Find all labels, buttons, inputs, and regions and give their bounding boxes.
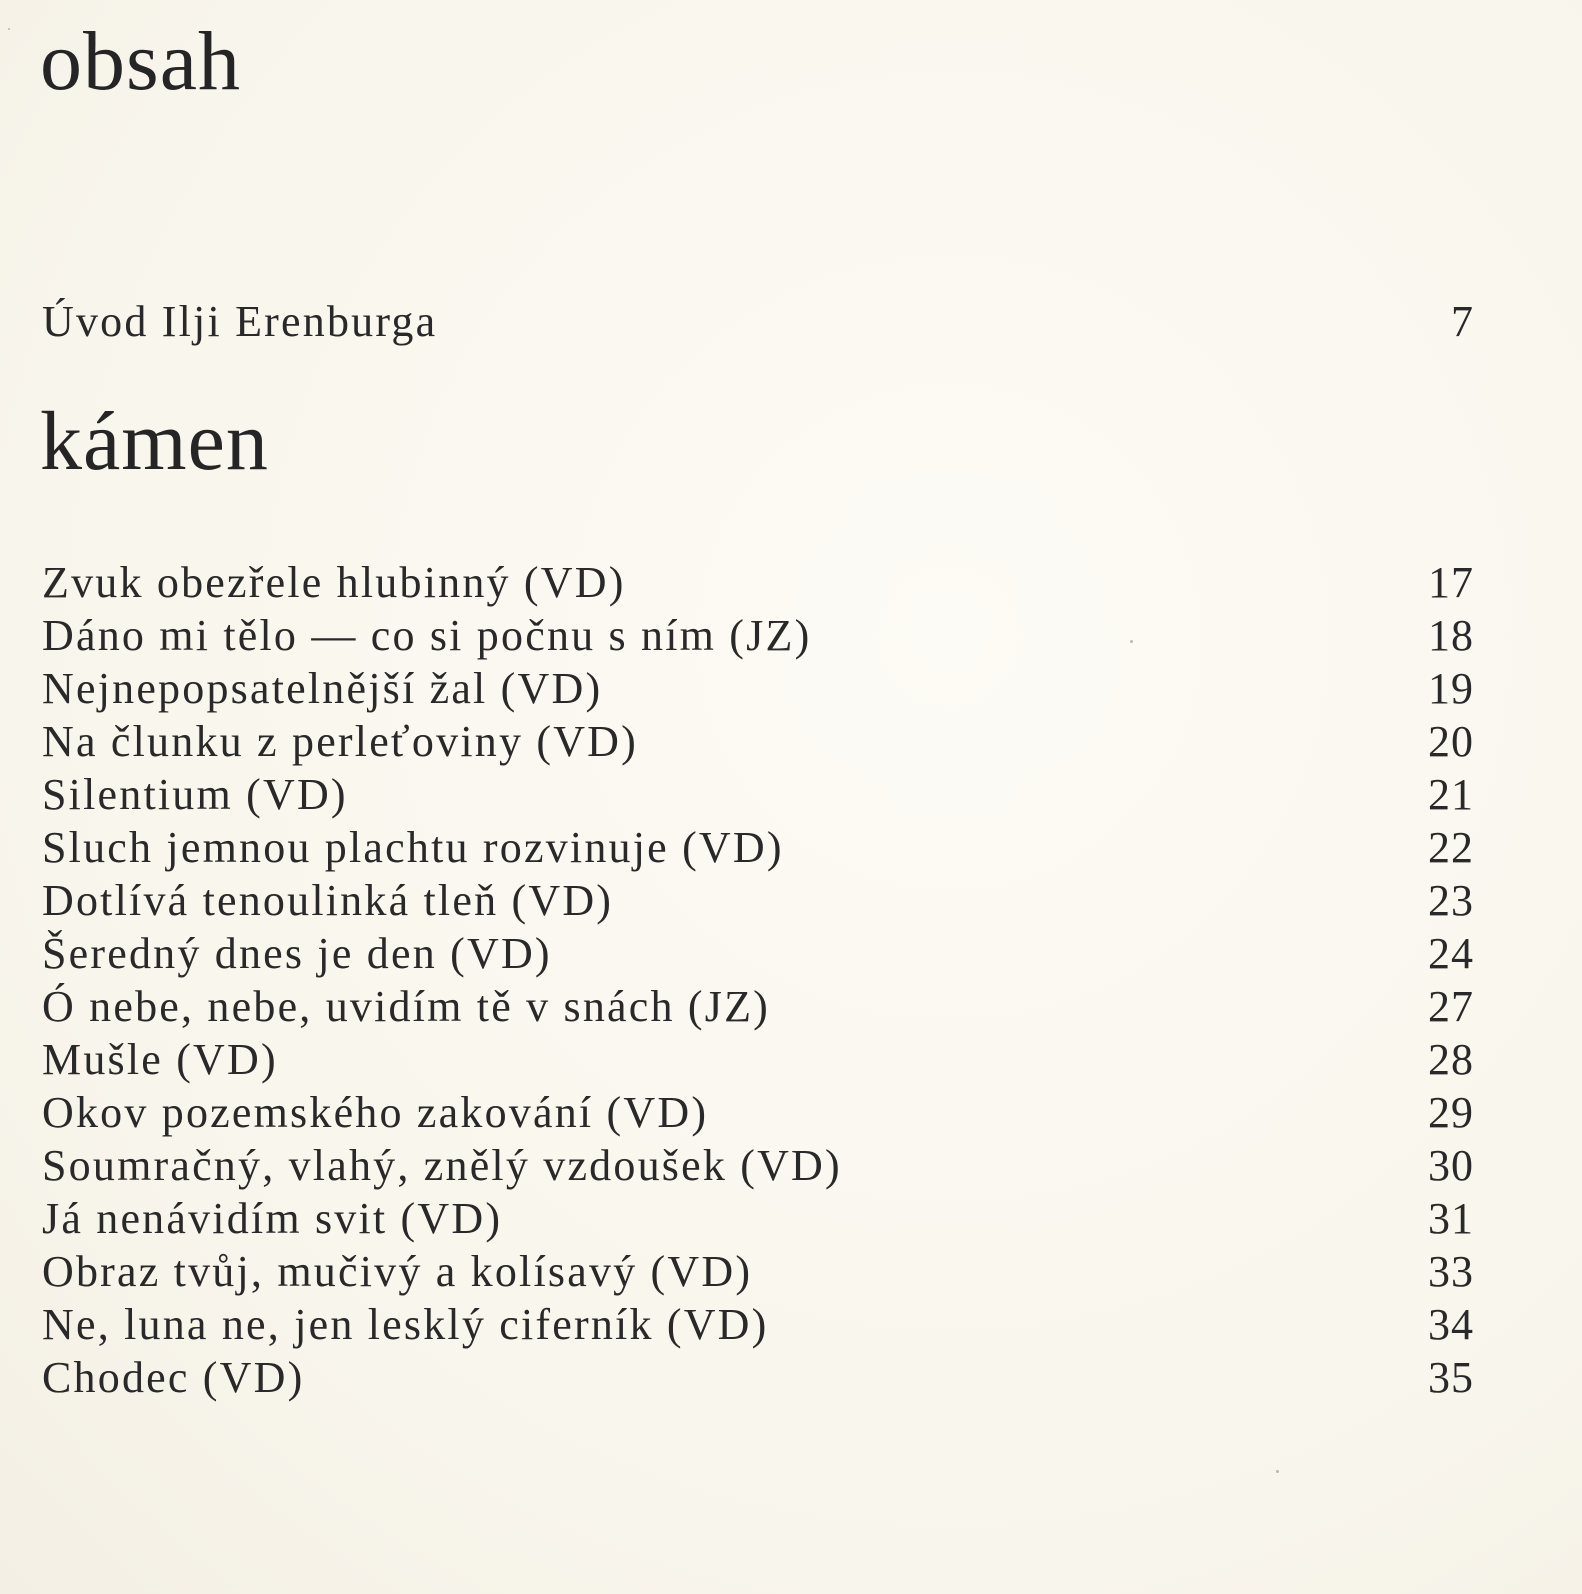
toc-entry[interactable] (42, 874, 1474, 927)
toc-entry[interactable] (42, 662, 1474, 715)
toc-entry-page-number: 33 (1428, 1247, 1474, 1296)
page-title: obsah (40, 15, 241, 108)
toc-entry[interactable] (42, 1086, 1474, 1139)
toc-entry-title: Mušle (VD) (42, 1035, 278, 1084)
toc-entry-title: Na člunku z perleťoviny (VD) (42, 717, 639, 766)
toc-entry-title: Soumračný, vlahý, znělý vzdoušek (VD) (42, 1141, 842, 1190)
toc-entry[interactable] (42, 715, 1474, 768)
toc-entry-page-number: 7 (1451, 297, 1474, 346)
paper-speck (1276, 1470, 1279, 1473)
toc-entry-page-number: 18 (1428, 611, 1474, 660)
toc-entry-page-number: 20 (1428, 717, 1474, 766)
toc-entry-title: Úvod Ilji Erenburga (42, 297, 438, 346)
toc-entry[interactable] (42, 1351, 1474, 1404)
toc-entry[interactable] (42, 609, 1474, 662)
toc-entry-title: Zvuk obezřele hlubinný (VD) (42, 558, 626, 607)
toc-entry-title: Obraz tvůj, mučivý a kolísavý (VD) (42, 1247, 753, 1296)
toc-entry-page-number: 31 (1428, 1194, 1474, 1243)
toc-entry-page-number: 17 (1428, 558, 1474, 607)
toc-entry-intro[interactable] (42, 297, 1474, 346)
toc-entry-title: Chodec (VD) (42, 1353, 305, 1402)
toc-entry-page-number: 30 (1428, 1141, 1474, 1190)
toc-entry-page-number: 24 (1428, 929, 1474, 978)
toc-entry-title: Já nenávidím svit (VD) (42, 1194, 503, 1243)
toc-entry[interactable] (42, 1245, 1474, 1298)
toc-entry-title: Silentium (VD) (42, 770, 348, 819)
toc-entry-page-number: 29 (1428, 1088, 1474, 1137)
toc-entry-title: Dotlívá tenoulinká tleň (VD) (42, 876, 614, 925)
toc-entry-page-number: 34 (1428, 1300, 1474, 1349)
toc-entry-title: Nejnepopsatelnější žal (VD) (42, 664, 603, 713)
toc-entry-page-number: 28 (1428, 1035, 1474, 1084)
toc-entry[interactable] (42, 927, 1474, 980)
toc-entry[interactable] (42, 1192, 1474, 1245)
toc-entry[interactable] (42, 821, 1474, 874)
toc-list (42, 556, 1474, 1404)
toc-entry[interactable] (42, 1033, 1474, 1086)
toc-entry-page-number: 22 (1428, 823, 1474, 872)
toc-entry-title: Okov pozemského zakování (VD) (42, 1088, 709, 1137)
toc-entry[interactable] (42, 1298, 1474, 1351)
toc-entry-page-number: 35 (1428, 1353, 1474, 1402)
section-title: kámen (40, 395, 269, 488)
paper-speck (1130, 640, 1133, 643)
toc-entry-title: Ne, luna ne, jen lesklý ciferník (VD) (42, 1300, 769, 1349)
toc-entry-page-number: 19 (1428, 664, 1474, 713)
toc-entry-page-number: 23 (1428, 876, 1474, 925)
toc-entry[interactable] (42, 556, 1474, 609)
toc-entry-title: Sluch jemnou plachtu rozvinuje (VD) (42, 823, 784, 872)
toc-entry-title: Dáno mi tělo — co si počnu s ním (JZ) (42, 611, 812, 660)
toc-entry-title: Ó nebe, nebe, uvidím tě v snách (JZ) (42, 982, 771, 1031)
toc-entry-page-number: 27 (1428, 982, 1474, 1031)
paper-speck (8, 28, 10, 30)
toc-entry-page-number: 21 (1428, 770, 1474, 819)
toc-entry[interactable] (42, 768, 1474, 821)
toc-entry[interactable] (42, 980, 1474, 1033)
toc-entry[interactable] (42, 1139, 1474, 1192)
toc-entry-title: Šeredný dnes je den (VD) (42, 929, 552, 978)
